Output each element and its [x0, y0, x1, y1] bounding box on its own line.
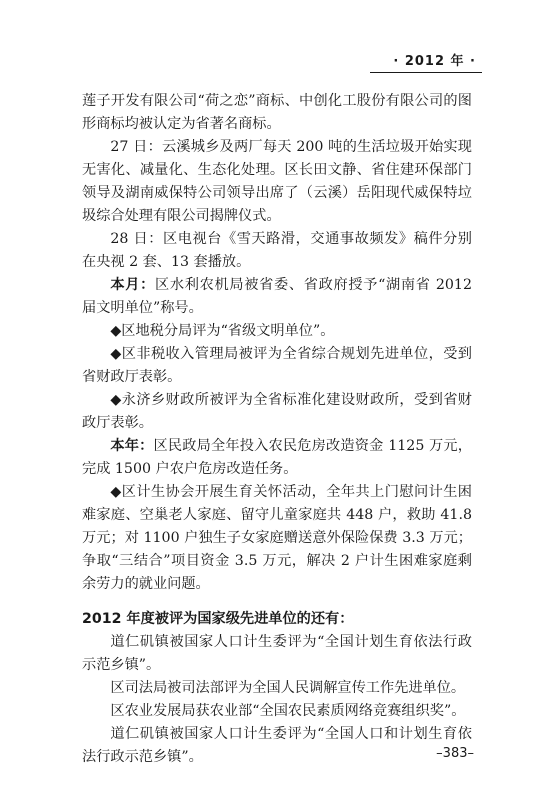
bullet-paragraph: ◆永济乡财政所被评为全省标准化建设财政所，受到省财政厅表彰。: [82, 392, 472, 431]
paragraph-lead: 本月：: [110, 277, 156, 293]
bullet-paragraph: ◆区非税收入管理局被评为全省综合规划先进单位，受到省财政厅表彰。: [82, 346, 472, 385]
page-body: [82, 90, 472, 769]
paragraph: 莲子开发有限公司“荷之恋”商标、中创化工股份有限公司的图形商标均被认定为省著名商标。: [82, 93, 472, 132]
section-item: 道仁矶镇被国家人口计生委评为“全国人口和计划生育依法行政示范乡镇”。: [82, 726, 472, 765]
section-item: 区农业发展局获农业部“全国农民素质网络竞赛组织奖”。: [110, 703, 466, 719]
paragraph-lead: 本年：: [110, 438, 154, 454]
section-item: 区司法局被司法部评为全国人民调解宣传工作先进单位。: [110, 680, 466, 696]
paragraph: 本年：区民政局全年投入农民危房改造资金 1125 万元，完成 1500 户农户危房改造任务。: [82, 438, 472, 477]
page-header: [0, 0, 548, 90]
page-number: –383–: [436, 746, 474, 761]
running-header-year: · 2012 年 ·: [393, 54, 476, 69]
section-title: 2012 年度被评为国家级先进单位的还有：: [82, 611, 354, 627]
paragraph: 本月：区水利农机局被省委、省政府授予“湖南省 2012 届文明单位”称号。: [82, 277, 472, 316]
paragraph: 28 日：区电视台《雪天路滑，交通事故频发》稿件分别在央视 2 套、13 套播放。: [82, 231, 472, 270]
bullet-paragraph: ◆区地税分局评为“省级文明单位”。: [110, 323, 335, 339]
paragraph: 27 日：云溪城乡及两厂每天 200 吨的生活垃圾开始实现无害化、减量化、生态化处理。区长田文静、省住建环保部门领导及湖南威保特公司领导出席了（云溪）岳阳现代威保特垃圾综合处理有限公司揭牌仪式。: [82, 139, 472, 224]
header-rule: [370, 72, 482, 73]
section-item: 道仁矶镇被国家人口计生委评为“全国计划生育依法行政示范乡镇”。: [82, 634, 472, 673]
bullet-paragraph: ◆区计生协会开展生育关怀活动，全年共上门慰问计生困难家庭、空巢老人家庭、留守儿童家庭共 448 户，救助 41.8 万元；对 1100 户独生子女家庭赠送意外保险保费 3.3 万元；争取“三结合”项目资金 3.5 万元，解决 2 户计生困难家庭剩余劳力的就业问题。: [82, 484, 472, 592]
